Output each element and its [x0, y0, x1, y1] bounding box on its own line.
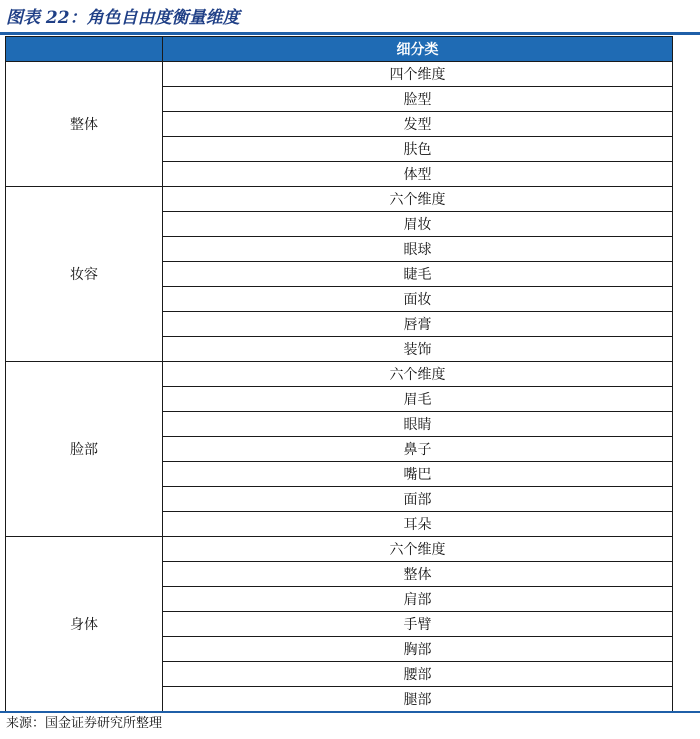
subcategory-cell: 发型 — [163, 112, 673, 137]
table-row — [6, 187, 673, 212]
subcategory-cell: 整体 — [163, 562, 673, 587]
subcategory-cell: 肩部 — [163, 587, 673, 612]
table-row — [6, 62, 673, 87]
subcategory-cell: 六个维度 — [163, 187, 673, 212]
group-cell: 脸部 — [6, 362, 163, 537]
table-row — [6, 537, 673, 562]
table-row — [6, 362, 673, 387]
subcategory-cell: 手臂 — [163, 612, 673, 637]
title-divider — [0, 32, 700, 35]
subcategory-cell: 面部 — [163, 487, 673, 512]
subcategory-cell: 四个维度 — [163, 62, 673, 87]
subcategory-cell: 唇膏 — [163, 312, 673, 337]
source-note: 来源：国金证券研究所整理 — [6, 716, 163, 731]
subcategory-cell: 装饰 — [163, 337, 673, 362]
group-cell: 身体 — [6, 537, 163, 712]
figure-title: 图表 22：角色自由度衡量维度 — [6, 8, 240, 28]
table-body — [6, 62, 673, 712]
subcategory-cell: 眉妆 — [163, 212, 673, 237]
subcategory-cell: 六个维度 — [163, 537, 673, 562]
subcategory-cell: 腰部 — [163, 662, 673, 687]
subcategory-cell: 眼球 — [163, 237, 673, 262]
subcategory-cell: 胸部 — [163, 637, 673, 662]
header-subcategory: 细分类 — [163, 37, 673, 62]
subcategory-cell: 鼻子 — [163, 437, 673, 462]
table-header-row — [6, 37, 673, 62]
subcategory-cell: 腿部 — [163, 687, 673, 712]
dimension-table — [5, 36, 673, 712]
subcategory-cell: 肤色 — [163, 137, 673, 162]
group-cell: 整体 — [6, 62, 163, 187]
subcategory-cell: 面妆 — [163, 287, 673, 312]
group-cell: 妆容 — [6, 187, 163, 362]
subcategory-cell: 睫毛 — [163, 262, 673, 287]
bottom-divider — [0, 711, 700, 713]
subcategory-cell: 眉毛 — [163, 387, 673, 412]
subcategory-cell: 耳朵 — [163, 512, 673, 537]
subcategory-cell: 嘴巴 — [163, 462, 673, 487]
subcategory-cell: 脸型 — [163, 87, 673, 112]
subcategory-cell: 眼睛 — [163, 412, 673, 437]
header-category — [6, 37, 163, 62]
subcategory-cell: 体型 — [163, 162, 673, 187]
subcategory-cell: 六个维度 — [163, 362, 673, 387]
